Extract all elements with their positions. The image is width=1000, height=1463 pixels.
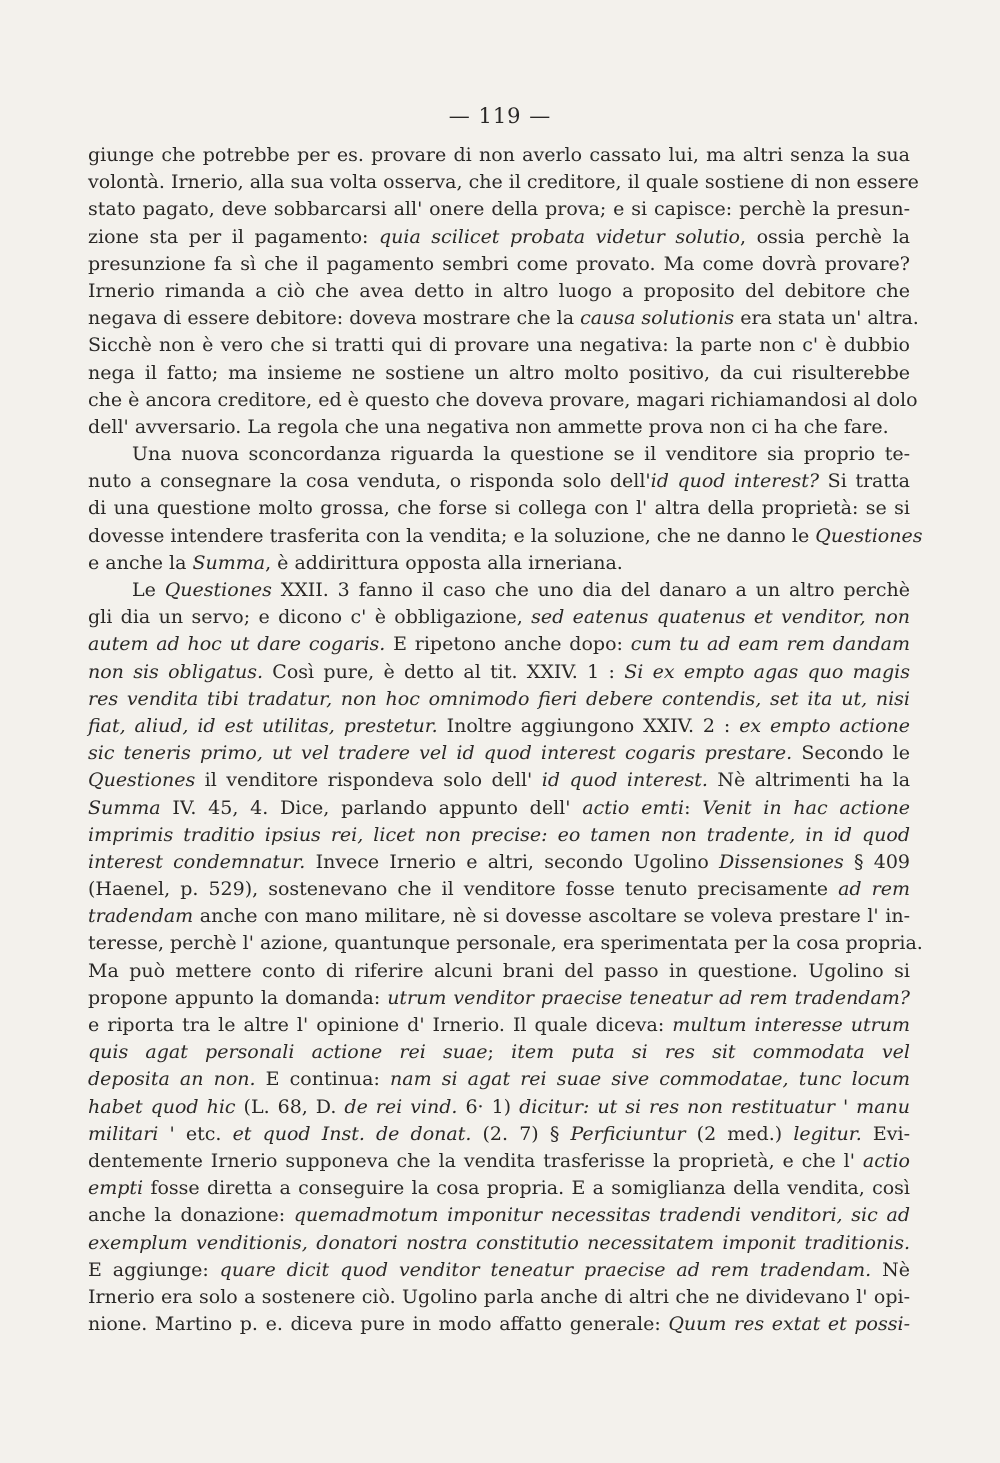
text-segment: era stata un' altra. <box>734 307 919 330</box>
text-segment: : <box>684 796 703 819</box>
italic-segment: Questiones <box>88 769 196 792</box>
italic-segment: Questiones <box>815 524 923 547</box>
text-segment: E aggiunge: <box>88 1258 220 1281</box>
text-line <box>88 142 910 169</box>
text-line <box>88 196 910 223</box>
text-segment: Evi- <box>861 1122 911 1145</box>
text-line <box>88 360 910 387</box>
italic-segment: dicitur: ut si res non restituatur ' manu <box>519 1095 910 1118</box>
text-line <box>88 958 910 985</box>
italic-segment: quemadmotum imponitur necessitas tradendi venditori, sic ad <box>293 1204 910 1227</box>
text-segment: Nè <box>871 1258 910 1281</box>
text-line <box>88 1175 910 1202</box>
italic-segment: res vendita tibi tradatur, non hoc omnimodo fieri debere contendis, set ita ut, nisi <box>88 687 910 710</box>
italic-segment: Summa <box>192 551 266 574</box>
text-segment: E ripetono anche dopo: <box>385 633 631 656</box>
italic-segment: Venit in hac actione <box>702 796 910 819</box>
text-segment: zione sta per il pagamento: <box>88 225 379 248</box>
text-line <box>88 1012 910 1039</box>
text-segment: (2 med.) <box>685 1122 794 1145</box>
text-segment: volontà. Irnerio, alla sua volta osserva, che il creditore, il quale sostiene di non essere <box>88 171 919 194</box>
text-segment: Irnerio rimanda a ciò che avea detto in altro luogo a proposito del debitore che <box>88 279 910 302</box>
italic-segment: autem ad hoc ut dare cogaris. <box>88 633 386 656</box>
text-line <box>88 577 910 604</box>
text-segment: che è ancora creditore, ed è questo che doveva provare, magari richiamandosi al dolo <box>88 388 918 411</box>
italic-segment: Dissensiones <box>719 850 844 873</box>
italic-segment: imprimis traditio ipsius rei, licet non precise: eo tamen non tradente, in id quod <box>88 823 910 846</box>
text-segment: giunge che potrebbe per es. provare di non averlo cassato lui, ma altri senza la sua <box>88 144 910 166</box>
italic-segment: sic teneris primo, ut vel tradere vel id quod interest cogaris prestare. <box>88 742 793 765</box>
italic-segment: non sis obligatus. <box>88 660 263 683</box>
italic-segment: militari <box>88 1122 159 1145</box>
italic-segment: interest condemnatur. <box>88 850 306 873</box>
text-segment: Inoltre aggiungono XXIV. 2 : <box>437 714 740 737</box>
text-line <box>88 1039 910 1066</box>
text-line <box>88 305 919 332</box>
italic-segment: actio <box>862 1149 910 1172</box>
text-line <box>88 849 910 876</box>
text-line <box>88 713 910 740</box>
text-line <box>88 414 910 441</box>
text-line <box>88 659 910 686</box>
text-segment: dovesse intendere trasferita con la vendita; e la soluzione, che ne danno le <box>88 524 816 547</box>
text-line <box>88 1121 910 1148</box>
text-segment: 6· 1) <box>457 1095 520 1118</box>
italic-segment: quis agat personali actione rei suae <box>88 1041 488 1064</box>
text-line <box>88 468 910 495</box>
italic-segment: exemplum venditionis, donatori nostra constitutio necessitatem imponit traditionis. <box>88 1231 910 1254</box>
text-line <box>88 1148 910 1175</box>
text-segment: Si tratta <box>819 470 910 493</box>
text-segment: nega il fatto; ma insieme ne sostiene un altro molto positivo, da cui risulterebbe <box>88 361 910 384</box>
text-segment: Ma può mettere conto di riferire alcuni brani del passo in questione. Ugolino si <box>88 959 910 982</box>
text-segment: e anche la <box>88 551 193 574</box>
italic-segment: actio emti <box>582 796 685 819</box>
text-segment: Invece Irnerio e altri, secondo Ugolino <box>305 850 719 873</box>
italic-segment: tradendam <box>88 905 194 928</box>
text-segment: (L. 68, D. <box>235 1095 345 1118</box>
text-segment: , è addirittura opposta alla irneriana. <box>265 551 623 574</box>
text-line <box>88 604 910 631</box>
text-line <box>88 169 919 196</box>
italic-segment: causa solutionis <box>580 307 735 330</box>
text-segment: anche la donazione: <box>88 1204 294 1227</box>
italic-segment: Si ex empto agas quo magis <box>624 660 910 683</box>
text-segment: Secondo le <box>792 742 910 765</box>
text-line <box>88 822 910 849</box>
italic-segment: habet quod hic <box>88 1095 236 1118</box>
text-segment: E continua: <box>255 1068 390 1091</box>
italic-segment: item puta si res sit commodata vel <box>511 1041 910 1064</box>
italic-segment: Quum res extat et possi- <box>668 1313 910 1336</box>
italic-segment: Summa <box>88 796 161 819</box>
italic-segment: ad rem <box>838 878 910 901</box>
italic-segment: utrum venditor praecise teneatur ad rem tradendam? <box>387 986 910 1009</box>
text-line <box>88 876 910 903</box>
italic-segment: deposita an non. <box>88 1068 256 1091</box>
text-segment: Nè altrimenti ha la <box>707 769 911 792</box>
text-segment: Così pure, è detto al tit. XXIV. 1 : <box>263 660 625 683</box>
text-line <box>88 1257 910 1284</box>
text-line <box>88 767 910 794</box>
text-segment: negava di essere debitore: doveva mostrare che la <box>88 307 581 330</box>
text-line <box>88 795 910 822</box>
text-segment: XXII. 3 fanno il caso che uno dia del danaro a un altro perchè <box>271 579 910 601</box>
italic-segment: cum tu ad eam rem dandam <box>630 633 910 656</box>
italic-segment: empti <box>88 1177 144 1200</box>
text-line <box>88 278 910 305</box>
page-number: — 119 — <box>448 104 552 128</box>
italic-segment: multum interesse utrum <box>672 1014 910 1036</box>
italic-segment: Perficiuntur <box>570 1122 686 1145</box>
italic-segment: sed eatenus quatenus et venditor, non <box>531 606 911 629</box>
text-segment: nione. Martino p. e. diceva pure in modo affatto generale: <box>88 1313 669 1336</box>
text-line <box>88 332 910 359</box>
text-segment: Irnerio era solo a sostenere ciò. Ugolino parla anche di altri che ne dividevano l' opi- <box>88 1285 910 1308</box>
text-segment: Le <box>132 579 165 601</box>
text-segment: stato pagato, deve sobbarcarsi all' onere della prova; e si capisce: perchè la presun- <box>88 198 910 221</box>
text-line <box>88 1284 910 1311</box>
text-line <box>88 903 910 930</box>
italic-segment: de rei vind. <box>344 1095 458 1118</box>
text-line <box>88 985 910 1012</box>
text-segment: ; <box>487 1041 512 1064</box>
italic-segment: et quod Inst. de donat. <box>232 1122 472 1145</box>
text-segment: nuto a consegnare la cosa venduta, o risponda solo dell' <box>88 470 651 493</box>
text-line <box>88 441 910 468</box>
italic-segment: quia scilicet probata videtur solutio <box>378 225 740 248</box>
italic-segment: legitur. <box>793 1122 862 1145</box>
text-line <box>88 495 910 522</box>
text-segment: (2. 7) § <box>471 1122 571 1145</box>
text-line <box>88 1230 910 1257</box>
text-segment: e riporta tra le altre l' opinione d' Irnerio. Il quale diceva: <box>88 1014 673 1036</box>
text-line <box>88 1311 910 1338</box>
text-segment: (Haenel, p. 529), sostenevano che il venditore fosse tenuto precisamente <box>88 878 839 901</box>
text-segment: Sicchè non è vero che si tratti qui di provare una negativa: la parte non c' è dubbio <box>88 334 910 357</box>
text-line <box>88 1202 910 1229</box>
italic-segment: fiat, aliud, id est utilitas, prestetur. <box>88 714 438 737</box>
text-segment: presunzione fa sì che il pagamento sembri come provato. Ma come dovrà provare? <box>88 252 910 275</box>
text-segment: anche con mano militare, nè si dovesse ascoltare se voleva prestare l' in- <box>193 905 910 928</box>
text-segment: gli dia un servo; e dicono c' è obbligazione, <box>88 606 532 629</box>
text-segment: ' etc. <box>158 1122 233 1145</box>
text-line <box>88 1094 910 1121</box>
italic-segment: id quod interest. <box>541 769 708 792</box>
text-segment: , ossia perchè la <box>740 225 910 248</box>
text-segment: il venditore rispondeva solo dell' <box>195 769 542 792</box>
italic-segment: nam si agat rei suae sive commodatae, tunc locum <box>390 1068 910 1091</box>
text-segment: IV. 45, 4. Dice, parlando appunto dell' <box>160 796 583 819</box>
italic-segment: quare dicit quod venditor teneatur praecise ad rem tradendam. <box>219 1258 872 1281</box>
text-line <box>88 631 910 658</box>
text-segment: teresse, perchè l' azione, quantunque personale, era sperimentata per la cosa propria. <box>88 932 923 955</box>
text-segment: propone appunto la domanda: <box>88 986 388 1009</box>
text-segment: Una nuova sconcordanza riguarda la questione se il venditore sia proprio te- <box>132 443 910 466</box>
text-line <box>88 251 910 278</box>
text-line <box>88 523 923 550</box>
text-line <box>88 1066 910 1093</box>
italic-segment: Questiones <box>164 579 272 601</box>
text-line <box>88 387 918 414</box>
text-line <box>88 686 910 713</box>
italic-segment: ex empto actione <box>739 714 910 737</box>
text-line <box>88 224 910 251</box>
text-segment: dell' avversario. La regola che una negativa non ammette prova non ci ha che fare. <box>88 415 889 438</box>
text-segment: § 409 <box>843 850 911 873</box>
text-segment: fosse diretta a conseguire la cosa propria. E a somiglianza della vendita, così <box>143 1177 910 1200</box>
text-line <box>88 740 910 767</box>
text-segment: di una questione molto grossa, che forse si collega con l' altra della proprietà: se si <box>88 497 910 520</box>
text-line <box>88 550 910 577</box>
text-segment: dentemente Irnerio supponeva che la vendita trasferisse la proprietà, e che l' <box>88 1149 863 1172</box>
body-text <box>88 142 923 1338</box>
text-line <box>88 930 923 957</box>
italic-segment: id quod interest? <box>650 470 820 493</box>
